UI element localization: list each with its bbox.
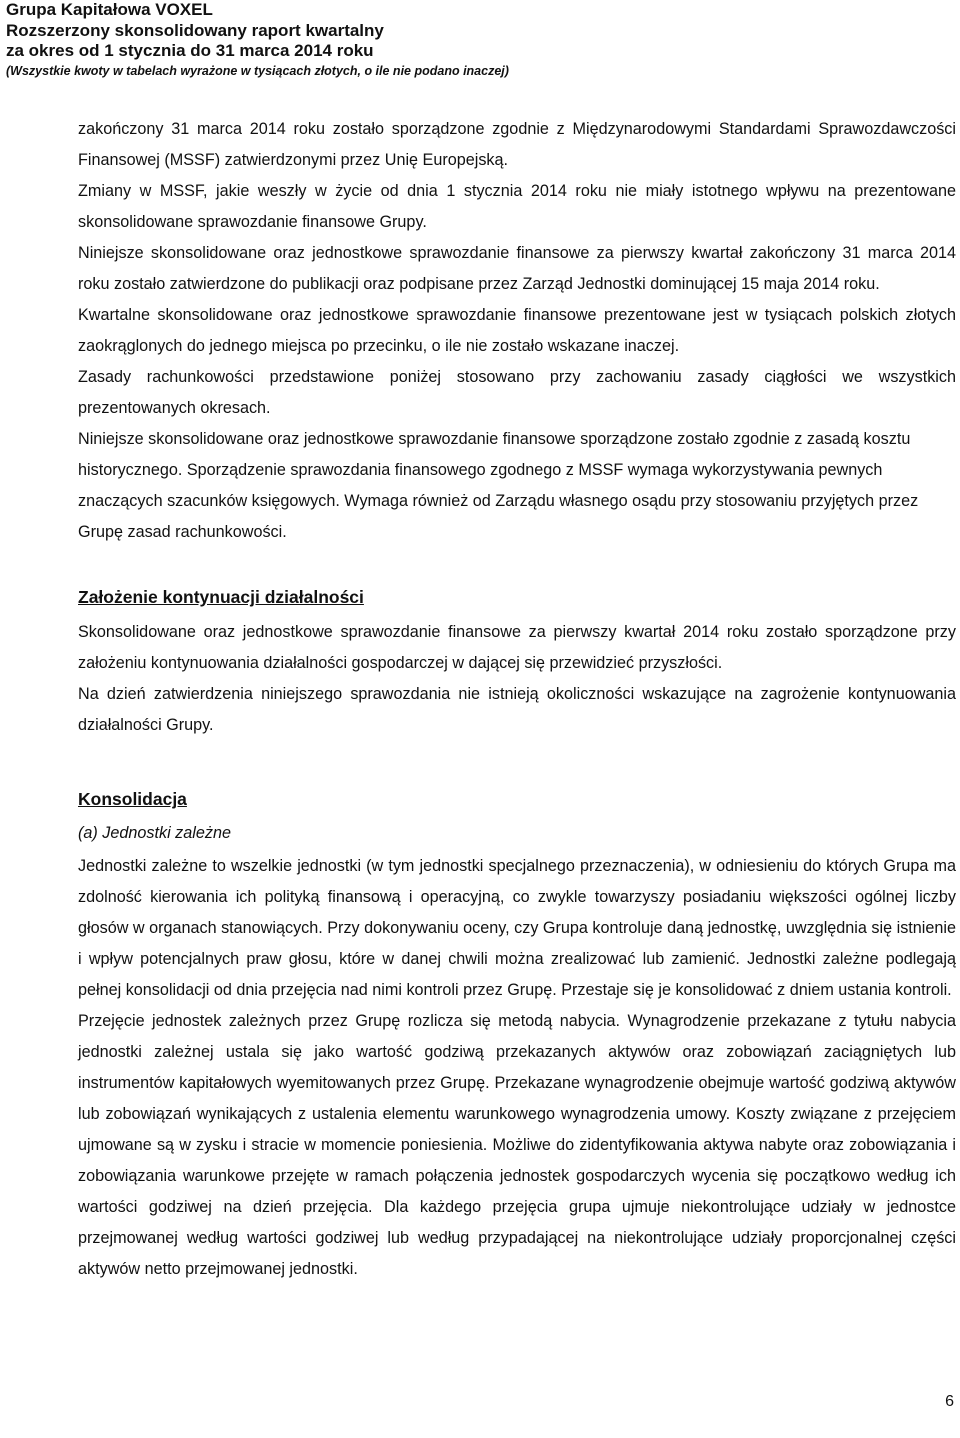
consolidation-section xyxy=(78,785,956,1285)
going-concern-section xyxy=(78,583,956,741)
intro-paragraph: Niniejsze skonsolidowane oraz jednostkowe sprawozdanie finansowe za pierwszy kwartał zakończony 31 marca 2014 roku zostało zatwierdzone do publikacji oraz podpisane przez Zarząd Jednostki dominującej 15 maja 2014 roku. xyxy=(78,244,956,293)
currency-note: (Wszystkie kwoty w tabelach wyrażone w tysiącach złotych, o ile nie podano inaczej) xyxy=(6,63,509,78)
document-body xyxy=(78,114,956,1285)
section-heading xyxy=(78,583,956,611)
intro-paragraph: Zmiany w MSSF, jakie weszły w życie od dnia 1 stycznia 2014 roku nie miały istotnego wpływu na prezentowane skonsolidowane sprawozdanie finansowe Grupy. xyxy=(78,182,956,231)
company-name: Grupa Kapitałowa VOXEL xyxy=(6,0,213,19)
report-header xyxy=(6,0,946,79)
report-period: za okres od 1 stycznia do 31 marca 2014 roku xyxy=(6,41,374,60)
section-paragraph: Przejęcie jednostek zależnych przez Grupę rozlicza się metodą nabycia. Wynagrodzenie przekazane z tytułu nabycia jednostki zależnej ustala się jako wartość godziwą przekazanych aktywów oraz zobowiązań zaciągniętych lub instrumentów kapitałowych wyemitowanych przez Grupę. Przekazane wynagrodzenie obejmuje wartość godziwą aktywów lub zobowiązań wynikających z ustalenia elementu warunkowego wynagrodzenia umowy. Koszty związane z przejęciem ujmowane są w zysku i stracie w momencie poniesienia. Możliwe do zidentyfikowania aktywa nabyte oraz zobowiązania i zobowiązania warunkowe przejęte w ramach połączenia jednostek gospodarczych wycenia się początkowo według ich wartości godziwej na dzień przejęcia. Dla każdego przejęcia grupa ujmuje niekontrolujące udziały w jednostce przejmowanej według wartości godziwej lub według przypadającej na niekontrolujące udziały proporcjonalnej części aktywów netto przejmowanej jednostki. xyxy=(78,1012,956,1278)
section-paragraph: Jednostki zależne to wszelkie jednostki (w tym jednostki specjalnego przeznaczenia), w odniesieniu do których Grupa ma zdolność kierowania ich polityką finansową i operacyjną, co zwykle towarzyszy posiadaniu większości ogólnej liczby głosów w organach stanowiących. Przy dokonywaniu oceny, czy Grupa kontroluje daną jednostkę, uwzględnia się istnienie i wpływ potencjalnych praw głosu, które w danej chwili można zrealizować lub zamienić. Jednostki zależne podlegają pełnej konsolidacji od dnia przejęcia nad nimi kontroli przez Grupę. Przestaje się je konsolidować z dniem ustania kontroli. xyxy=(78,857,956,999)
intro-paragraph: Niniejsze skonsolidowane oraz jednostkowe sprawozdanie finansowe sporządzone zostało zgodnie z zasadą kosztu historycznego. Sporządzenie sprawozdania finansowego zgodnego z MSSF wymaga wykorzystywania pewnych znaczących szacunków księgowych. Wymaga również od Zarządu własnego osądu przy stosowaniu przyjętych przez Grupę zasad rachunkowości. xyxy=(78,430,919,541)
section-heading-text: Konsolidacja xyxy=(78,789,187,809)
page-number: 6 xyxy=(945,1393,954,1410)
intro-paragraph: Zasady rachunkowości przedstawione poniżej stosowano przy zachowaniu zasady ciągłości we wszystkich prezentowanych okresach. xyxy=(78,368,956,417)
section-paragraph: Skonsolidowane oraz jednostkowe sprawozdanie finansowe za pierwszy kwartał 2014 roku zostało sporządzone przy założeniu kontynuowania działalności gospodarczej w dającej się przewidzieć przyszłości. xyxy=(78,623,956,672)
intro-paragraph: zakończony 31 marca 2014 roku zostało sporządzone zgodnie z Międzynarodowymi Standardami Sprawozdawczości Finansowej (MSSF) zatwierdzonymi przez Unię Europejską. xyxy=(78,120,956,169)
report-title: Rozszerzony skonsolidowany raport kwartalny xyxy=(6,20,384,40)
intro-paragraph: Kwartalne skonsolidowane oraz jednostkowe sprawozdanie finansowe prezentowane jest w tysiącach polskich złotych zaokrąglonych do jednego miejsca po przecinku, o ile nie zostało wskazane inaczej. xyxy=(78,306,956,355)
section-paragraph: Na dzień zatwierdzenia niniejszego sprawozdania nie istnieją okoliczności wskazujące na zagrożenie kontynuowania działalności Grupy. xyxy=(78,685,956,734)
section-heading xyxy=(78,785,956,813)
section-heading-text: Założenie kontynuacji działalności xyxy=(78,587,364,607)
subsection-heading: (a) Jednostki zależne xyxy=(78,824,231,842)
